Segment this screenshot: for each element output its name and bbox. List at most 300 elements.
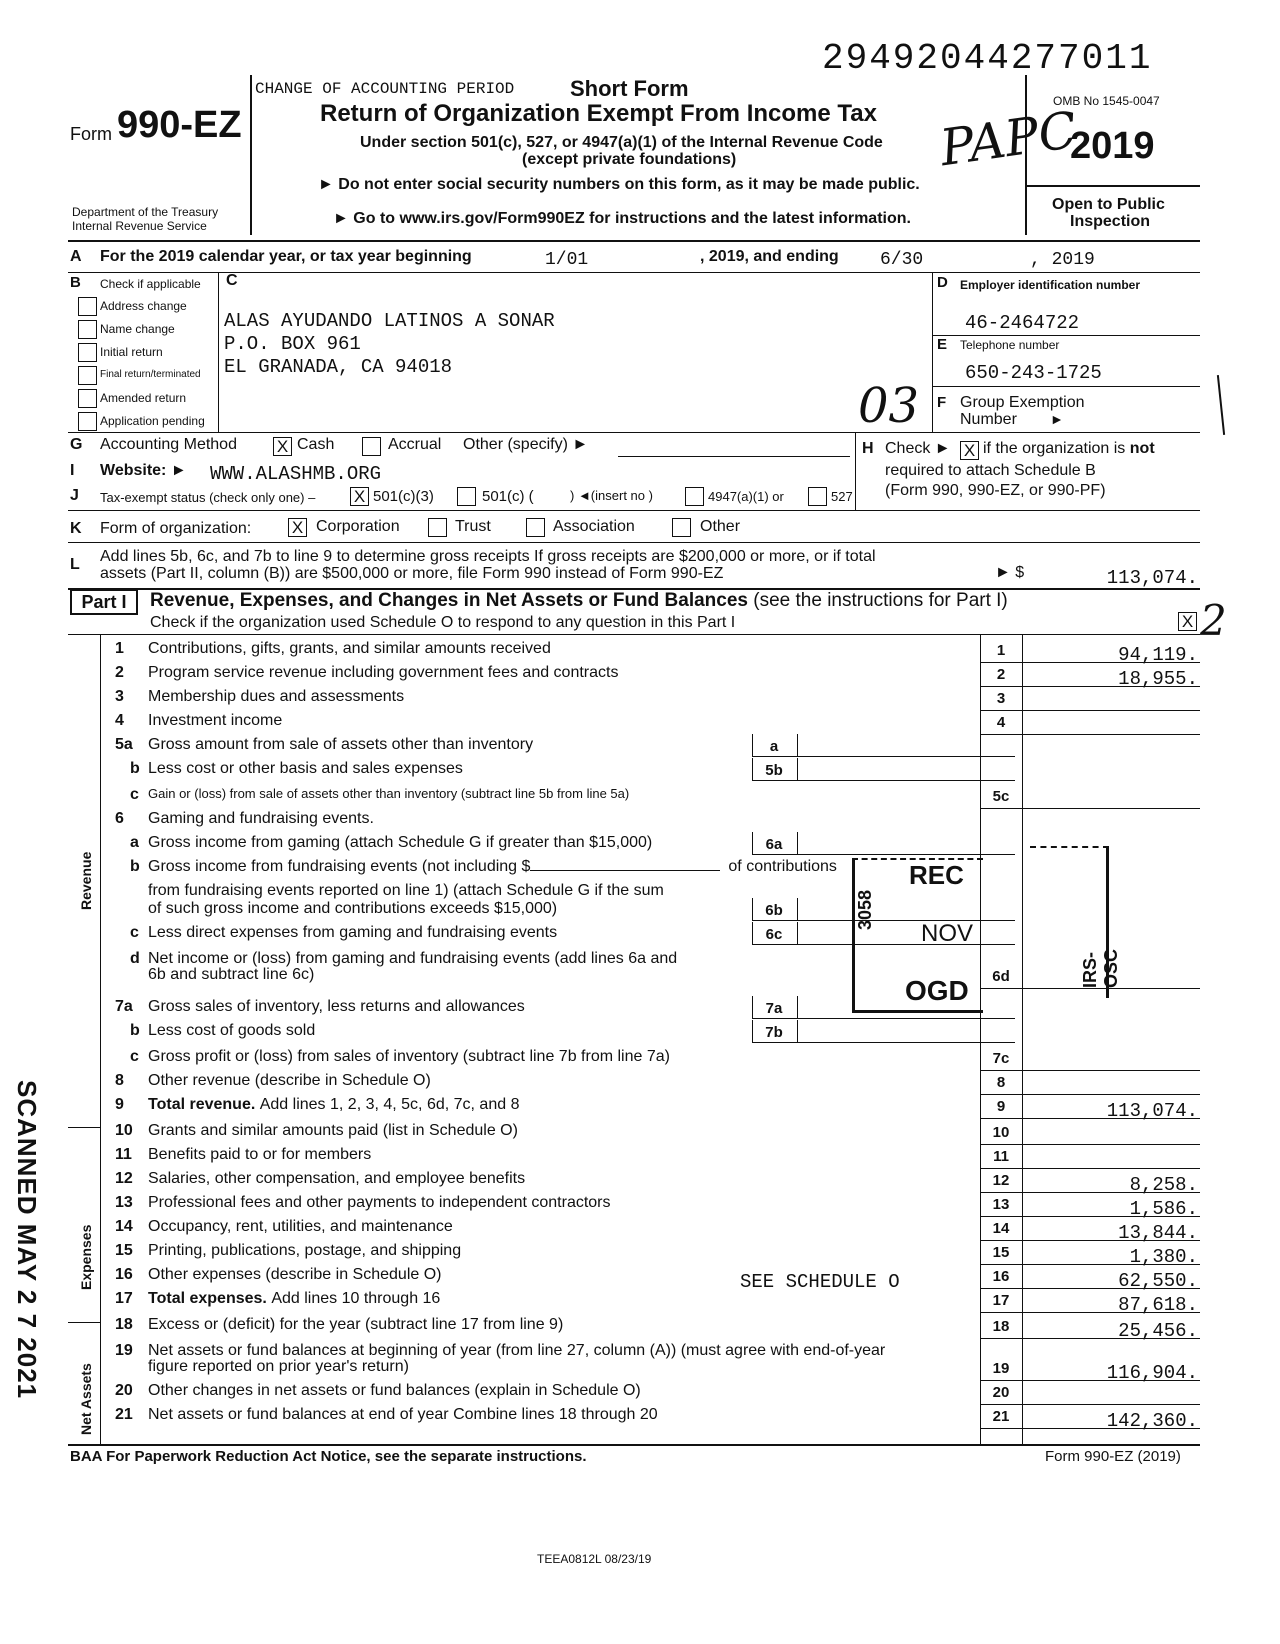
subline-divider [797, 758, 798, 780]
line-number: 4 [115, 712, 124, 729]
form-subtitle-2: (except private foundations) [522, 151, 737, 168]
open-to-public: Open to Public [1052, 196, 1165, 213]
form-of-org-label: Form of organization: [100, 520, 252, 537]
row-g-letter: G [70, 436, 83, 453]
subline-divider [797, 734, 798, 756]
organization-name[interactable]: ALAS AYUDANDO LATINOS A SONAR [224, 310, 555, 332]
net-assets-side-label: Net Assets [78, 1363, 94, 1435]
trust-label: Trust [455, 518, 491, 535]
line-separator [980, 1264, 1200, 1265]
line-description-text: Program service revenue including government fees and contracts [148, 664, 619, 681]
line-code: 6d [992, 968, 1010, 985]
section-e-letter: E [937, 336, 948, 353]
initial-return-checkbox[interactable] [78, 343, 97, 362]
line-code: 16 [992, 1268, 1010, 1285]
line-code: 13 [992, 1196, 1010, 1213]
line-number: d [130, 950, 140, 967]
line-description [148, 1122, 518, 1140]
section-b-divider [218, 272, 219, 432]
amended-return-checkbox[interactable] [78, 389, 97, 408]
line-description [148, 688, 404, 706]
line-description-text: Gross income from fundraising events (not including $ [148, 858, 531, 875]
received-stamp-number: 3058 [855, 889, 875, 930]
line-code: 7b [765, 1024, 783, 1041]
part1-title-suffix: (see the instructions for Part I) [753, 590, 1008, 611]
form-prefix: Form [70, 124, 112, 144]
side-label-col [100, 634, 101, 1444]
dln-number: 29492044277011 [822, 38, 1153, 79]
section-f-letter: F [937, 394, 947, 411]
line-number: 14 [115, 1218, 133, 1235]
change-note: CHANGE OF ACCOUNTING PERIOD [255, 80, 515, 98]
501c-label: 501(c) ( [482, 488, 534, 505]
schedule-o-check-text: Check if the organization used Schedule O to respond to any question in this Part I [150, 614, 736, 631]
handwritten-2: 2 [1200, 596, 1227, 645]
line-description [148, 1022, 315, 1040]
line-code: 7a [765, 1000, 783, 1017]
scanned-stamp: SCANNED MAY 2 7 2021 [12, 1080, 42, 1400]
line-description [148, 1218, 453, 1236]
name-change-label: Name change [100, 322, 175, 336]
line-description-text: Gross sales of inventory, less returns and allowances [148, 998, 525, 1015]
address-change-label: Address change [100, 299, 187, 313]
expenses-section-rule [68, 1322, 100, 1323]
section-c-letter: C [226, 272, 238, 289]
line-description [148, 1146, 371, 1164]
line-code: 6a [765, 836, 783, 853]
line-description-text: Professional fees and other payments to independent contractors [148, 1194, 611, 1211]
line-code: 4 [996, 714, 1006, 731]
inspection-label: Inspection [1070, 213, 1151, 230]
line-number: b [130, 760, 140, 777]
527-label: 527 [831, 489, 853, 504]
group-exemption-label-2: Number [960, 411, 1017, 428]
line-description [148, 810, 374, 828]
line-number: b [130, 1022, 140, 1039]
schedule-b-checkbox[interactable]: X [960, 441, 979, 460]
part1-title: Revenue, Expenses, and Changes in Net Assets or Fund Balances [150, 590, 748, 611]
row-a-mid: , 2019, and ending [700, 248, 839, 265]
expenses-side-label: Expenses [78, 1224, 94, 1290]
line-number: 9 [115, 1096, 124, 1113]
4947-checkbox[interactable] [685, 487, 704, 506]
line-code: 2 [996, 666, 1006, 683]
line-code: 17 [992, 1292, 1010, 1309]
organization-address-1[interactable]: P.O. BOX 961 [224, 333, 361, 355]
line-description [148, 900, 557, 918]
line-description [148, 882, 664, 900]
line-separator [980, 1118, 1200, 1119]
line-description-text: Other expenses (describe in Schedule O) [148, 1266, 442, 1283]
instructions-notice: ► Go to www.irs.gov/Form990EZ for instructions and the latest information. [333, 210, 911, 227]
line-separator [980, 1312, 1200, 1313]
line-description-bold: Total revenue. [148, 1096, 260, 1113]
4947-label: 4947(a)(1) or [708, 489, 784, 504]
accrual-label: Accrual [388, 436, 442, 453]
line-separator [980, 1380, 1200, 1381]
line-description [148, 1358, 409, 1376]
line-amount[interactable]: 142,360. [1106, 1410, 1198, 1432]
application-pending-checkbox[interactable] [78, 412, 97, 431]
line-separator [980, 1216, 1200, 1217]
tax-year: 2019 [1070, 125, 1155, 167]
tax-exempt-label: Tax-exempt status (check only one) – [100, 490, 316, 505]
line-amount[interactable]: 116,904. [1106, 1362, 1198, 1384]
line-description [148, 1382, 641, 1400]
line-description [148, 786, 629, 801]
line-number: 3 [115, 688, 124, 705]
line-separator [980, 1168, 1200, 1169]
part1-bottom-rule [68, 1444, 1200, 1446]
final-return-checkbox[interactable] [78, 366, 97, 385]
line-separator [980, 1094, 1200, 1095]
cash-label: Cash [297, 436, 335, 453]
line-number: 6 [115, 810, 124, 827]
line-description-text: Excess or (deficit) for the year (subtract line 17 from line 9) [148, 1316, 564, 1333]
line-amount[interactable]: 8,258. [1129, 1174, 1198, 1196]
handwritten-margin-mark [1217, 375, 1225, 435]
line-description-text: Gross amount from sale of assets other than inventory [148, 736, 534, 753]
line-description [148, 1048, 670, 1066]
line-separator [980, 1404, 1200, 1405]
dept-irs: Internal Revenue Service [72, 219, 207, 233]
line-code: 12 [992, 1172, 1010, 1189]
line-separator [980, 686, 1200, 687]
line-number: 21 [115, 1406, 133, 1423]
line-description-text: Membership dues and assessments [148, 688, 405, 705]
part1-title-row [150, 590, 1008, 612]
line-separator [980, 1070, 1200, 1071]
line-description [148, 1242, 461, 1260]
line-description-text: Investment income [148, 712, 283, 729]
row-a-letter: A [70, 248, 82, 265]
row-h-text-3: (Form 990, 990-EZ, or 990-PF) [885, 482, 1106, 499]
name-change-checkbox[interactable] [78, 320, 97, 339]
line-description-text: Gross income from gaming (attach Schedule G if greater than $15,000) [148, 834, 653, 851]
section-e-rule [932, 386, 1200, 387]
line-description [148, 1096, 519, 1114]
footer-form-ref: Form 990-EZ (2019) [1045, 1448, 1181, 1465]
line-description-text: Other changes in net assets or fund balances (explain in Schedule O) [148, 1382, 641, 1399]
row-j-letter: J [70, 487, 79, 504]
line-description-text: Occupancy, rent, utilities, and maintenance [148, 1218, 453, 1235]
line-amount[interactable]: 1,586. [1129, 1198, 1198, 1220]
line-amount[interactable]: 94,119. [1118, 644, 1198, 666]
received-stamp [852, 858, 983, 1013]
form-subtitle-1: Under section 501(c), 527, or 4947(a)(1) of the Internal Revenue Code [360, 134, 883, 151]
line-number: 10 [115, 1122, 133, 1139]
line-description [148, 1170, 525, 1188]
line-separator [980, 710, 1200, 711]
revenue-section-rule [68, 1127, 100, 1128]
row-i-letter: I [70, 462, 75, 479]
line-number: 19 [115, 1342, 133, 1359]
line-separator [980, 1192, 1200, 1193]
line-description [148, 760, 463, 778]
subline-divider [797, 922, 798, 944]
dept-treasury: Department of the Treasury [72, 205, 219, 219]
line-description [148, 736, 533, 754]
line-code: 6b [765, 902, 783, 919]
line-description-text: Add lines 10 through 16 [271, 1290, 441, 1307]
received-stamp-text-2: NOV [921, 920, 974, 947]
address-change-checkbox[interactable] [78, 297, 97, 316]
accrual-checkbox[interactable] [362, 437, 381, 456]
row-l-text-1: Add lines 5b, 6c, and 7b to line 9 to determine gross receipts If gross receipts are $200,000 or more, or if total [100, 548, 876, 565]
line-code: 15 [992, 1244, 1010, 1261]
line-amount[interactable]: 113,074. [1106, 1100, 1198, 1122]
line-code: 5c [992, 788, 1010, 805]
other-org-checkbox[interactable] [672, 518, 691, 537]
line-amount[interactable]: 1,380. [1129, 1246, 1198, 1268]
line-number: 15 [115, 1242, 133, 1259]
section-d-letter: D [937, 274, 948, 291]
line-description-text: Gaming and fundraising events. [148, 810, 374, 827]
final-return-label: Final return/terminated [100, 369, 201, 380]
row-j-rule [68, 510, 1200, 511]
telephone-label: Telephone number [960, 338, 1060, 352]
line-description [148, 1406, 658, 1424]
line-code: 21 [992, 1408, 1010, 1425]
fundraising-amount-field[interactable] [530, 870, 720, 871]
short-form-label: Short Form [570, 76, 689, 101]
section-bcd-bottom-rule [68, 432, 1200, 433]
line-number: a [130, 834, 139, 851]
line-separator [980, 1288, 1200, 1289]
telephone-value[interactable]: 650-243-1725 [965, 362, 1102, 384]
accounting-method-label: Accounting Method [100, 436, 237, 453]
received-stamp-text-1: REC [909, 860, 964, 890]
line-number: 12 [115, 1170, 133, 1187]
line-separator [980, 1428, 1200, 1429]
row-h-text-1 [983, 440, 1155, 458]
schedule-o-checkbox[interactable]: X [1178, 612, 1197, 631]
line-code: 9 [996, 1098, 1006, 1115]
row-h-text-2: required to attach Schedule B [885, 462, 1096, 479]
line-description [148, 712, 282, 730]
501c3-checkbox[interactable]: X [350, 487, 369, 506]
line-number: 1 [115, 640, 124, 657]
other-method-label: Other (specify) ► [463, 436, 589, 453]
group-exemption-arrow: ► [1050, 411, 1064, 427]
501c-checkbox[interactable] [457, 487, 476, 506]
line-description-text: Net assets or fund balances at end of year Combine lines 18 through 20 [148, 1406, 658, 1423]
line-code: 18 [992, 1318, 1010, 1335]
corporation-checkbox[interactable]: X [288, 518, 307, 537]
line-code: a [769, 738, 779, 755]
line-amount[interactable]: 87,618. [1118, 1294, 1198, 1316]
line-number: 17 [115, 1290, 133, 1307]
line-code: 3 [996, 690, 1006, 707]
year-divider [1025, 185, 1200, 187]
section-d-rule [932, 335, 1200, 336]
line-description [148, 924, 557, 942]
line-description [148, 1072, 431, 1090]
line-code: 1 [996, 642, 1006, 659]
row-h-not: not [1129, 440, 1155, 457]
line-number: 20 [115, 1382, 133, 1399]
line-number: c [130, 1048, 139, 1065]
line-description-text: figure reported on prior year's return) [148, 1358, 409, 1375]
row-a-label: For the 2019 calendar year, or tax year beginning [100, 248, 472, 265]
row-k-rule [68, 542, 1200, 543]
line-description-text: Less cost of goods sold [148, 1022, 316, 1039]
line-number: 16 [115, 1266, 133, 1283]
line-separator [980, 1144, 1200, 1145]
header-divider-right [1025, 75, 1027, 235]
subline-divider [797, 898, 798, 920]
other-method-field[interactable] [618, 456, 850, 457]
tax-year-end-year: , 2019 [1030, 250, 1095, 270]
line-number: 7a [115, 998, 133, 1015]
revenue-side-label: Revenue [78, 851, 94, 910]
subline-divider [797, 1020, 798, 1042]
line-description-text: Less direct expenses from gaming and fundraising events [148, 924, 558, 941]
handwritten-03: 03 [858, 378, 920, 434]
line-description-bold: Total expenses. [148, 1290, 272, 1307]
header-divider-left [250, 75, 252, 235]
line-description-text: from fundraising events reported on line 1) (attach Schedule G if the sum [148, 882, 664, 899]
association-label: Association [553, 518, 635, 535]
line-code: 19 [992, 1360, 1010, 1377]
subline-divider [797, 832, 798, 854]
line-description-text: Net assets or fund balances at beginning of year (from line 27, column (A)) (must agree with end-of-year [148, 1342, 886, 1359]
line-code: 11 [993, 1148, 1009, 1165]
line-number: 18 [115, 1316, 133, 1333]
line-description-text: Printing, publications, postage, and shipping [148, 1242, 462, 1259]
row-h-letter: H [862, 440, 874, 457]
row-l-letter: L [70, 556, 80, 573]
line-number: 2 [115, 664, 124, 681]
line-description [148, 1194, 611, 1212]
see-schedule-o-note: SEE SCHEDULE O [740, 1271, 900, 1293]
line-description [148, 858, 837, 876]
tax-year-begin[interactable]: 1/01 [545, 250, 589, 270]
row-k-letter: K [70, 520, 82, 537]
other-org-label: Other [700, 518, 741, 535]
section-d-divider [932, 272, 933, 432]
501c3-label: 501(c)(3) [373, 488, 434, 505]
subline-divider [797, 996, 798, 1018]
line-number: b [130, 858, 140, 875]
line-description-text: of such gross income and contributions exceeds $15,000) [148, 900, 558, 917]
line-description [148, 1266, 441, 1284]
line-description-text: Add lines 1, 2, 3, 4, 5c, 6d, 7c, and 8 [259, 1096, 520, 1113]
line-description [148, 834, 652, 852]
form-title: Return of Organization Exempt From Income Tax [320, 100, 877, 127]
ein-label: Employer identification number [960, 278, 1141, 292]
line-description [148, 966, 314, 984]
amended-return-label: Amended return [100, 391, 187, 405]
line-separator [980, 662, 1200, 663]
group-exemption-label: Group Exemption [960, 394, 1085, 411]
line-description [148, 998, 525, 1016]
line-code: 5b [765, 762, 783, 779]
line-description [148, 1290, 440, 1308]
omb-number: OMB No 1545-0047 [1053, 94, 1160, 108]
baa-notice: BAA For Paperwork Reduction Act Notice, see the separate instructions. [70, 1448, 587, 1465]
line-description-text: Less cost or other basis and sales expenses [148, 760, 463, 777]
row-l-text-2: assets (Part II, column (B)) are $500,000 or more, file Form 990 instead of Form 990-EZ [100, 565, 724, 582]
line-separator [980, 1338, 1200, 1339]
initial-return-label: Initial return [100, 345, 163, 359]
row-h-text-1a: if the organization is [983, 440, 1126, 457]
line-code-col-right [1022, 634, 1023, 1444]
form-number: 990-EZ [117, 104, 242, 146]
website-label: Website: ► [100, 462, 187, 479]
received-stamp-text-3: OGD [905, 975, 969, 1006]
section-b-letter: B [70, 274, 81, 291]
line-number: 13 [115, 1194, 133, 1211]
tax-year-end[interactable]: 6/30 [880, 250, 924, 270]
corporation-label: Corporation [316, 518, 400, 535]
line-code: 7c [992, 1050, 1010, 1067]
gross-receipts-amount[interactable]: 113,074. [1106, 567, 1198, 589]
line-description-text: Contributions, gifts, grants, and similar amounts received [148, 640, 551, 657]
527-checkbox[interactable] [808, 487, 827, 506]
row-h-check: Check ► [885, 440, 951, 457]
line-number: 5a [115, 736, 133, 753]
line-number: 8 [115, 1072, 124, 1089]
website-value[interactable]: WWW.ALASHMB.ORG [210, 463, 382, 485]
received-stamp-side-text: IRS-OSC [1080, 948, 1121, 988]
section-b-title: Check if applicable [100, 277, 201, 291]
received-stamp-right [1030, 846, 1121, 998]
ein-value[interactable]: 46-2464722 [965, 312, 1080, 334]
cash-checkbox[interactable]: X [273, 437, 292, 456]
ssn-notice: ► Do not enter social security numbers on this form, as it may be made public. [318, 176, 920, 193]
application-pending-label: Application pending [100, 414, 205, 428]
line-description [148, 664, 618, 682]
part1-label: Part I [70, 589, 138, 615]
handwritten-papc: PAPC [936, 100, 1081, 178]
line-description-text: 6b and subtract line 6c) [148, 966, 315, 983]
line-description-text: Salaries, other compensation, and employee benefits [148, 1170, 526, 1187]
line-amount[interactable]: 62,550. [1118, 1270, 1198, 1292]
line-description-text: Gain or (loss) from sale of assets other than inventory (subtract line 5b from line 5a) [148, 786, 630, 801]
line-code: 14 [992, 1220, 1010, 1237]
line-amount[interactable]: 13,844. [1118, 1222, 1198, 1244]
row-l-arrow: ► $ [995, 564, 1025, 581]
line-amount[interactable]: 25,456. [1118, 1320, 1198, 1342]
part1-header-bottom-rule [68, 634, 1200, 635]
header-bottom-rule [68, 240, 1200, 242]
row-h-divider [855, 432, 856, 510]
line-description-text: of contributions [728, 858, 837, 875]
line-code: 20 [992, 1384, 1010, 1401]
501c-insert-label: ) ◄(insert no ) [570, 488, 653, 503]
line-amount[interactable]: 18,955. [1118, 668, 1198, 690]
line-separator [980, 808, 1200, 809]
line-description-text: Benefits paid to or for members [148, 1146, 372, 1163]
organization-address-2[interactable]: EL GRANADA, CA 94018 [224, 356, 453, 378]
association-checkbox[interactable] [526, 518, 545, 537]
line-separator [980, 1240, 1200, 1241]
line-description [148, 640, 551, 658]
line-number: 11 [115, 1146, 132, 1163]
line-code: 10 [992, 1124, 1010, 1141]
line-description-text: Gross profit or (loss) from sales of inventory (subtract line 7b from line 7a) [148, 1048, 670, 1065]
footer-code: TEEA0812L 08/23/19 [537, 1552, 652, 1566]
line-description-text: Other revenue (describe in Schedule O) [148, 1072, 431, 1089]
line-description-text: Net income or (loss) from gaming and fundraising events (add lines 6a and [148, 950, 678, 967]
line-code: 8 [996, 1074, 1006, 1091]
line-number: c [130, 786, 139, 803]
line-description-text: Grants and similar amounts paid (list in Schedule O) [148, 1122, 518, 1139]
line-description [148, 1316, 563, 1334]
line-code: 6c [765, 926, 783, 943]
trust-checkbox[interactable] [428, 518, 447, 537]
